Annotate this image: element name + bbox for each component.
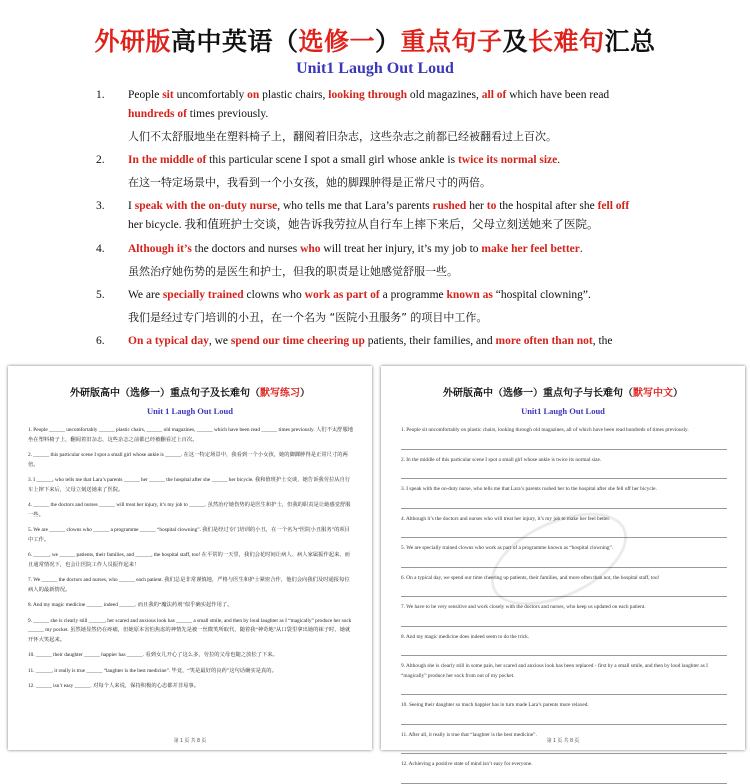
sentence-text: the hospital after she (496, 200, 598, 212)
title-segment: ） (374, 27, 401, 56)
sentence-text: her (466, 200, 487, 212)
key-phrase: sit (162, 89, 174, 101)
sentence-english (96, 240, 632, 259)
answer-text: 5. We are specially trained clowns who work as part of a programme known as “hospital clowning”. (401, 545, 614, 551)
practice-item: 1. People ______ uncomfortably ______ plastic chairs, ______ old magazines, ______ which have been read ______ times previously. 人们不太舒服地坐在塑料椅子上，翻阅着旧杂志，这些杂志之前都已经被翻看过上百次。 (28, 427, 354, 443)
practice-item: 12. ______ isn’t easy ______. 对每个人来说，保持积极的心态都并非易事。 (28, 683, 200, 689)
answer-text: 12. Achieving a positive state of mind isn’t easy for everyone. (401, 761, 533, 767)
answer-text: 8. And my magic medicine does indeed seem to do the trick. (401, 633, 530, 640)
writing-line (401, 645, 727, 656)
practice-item: 2. ______ this particular scene I spot a small girl whose ankle is ______. 在这一特定场景中，我看到一个小女孩，她的脚踝肿得是正常尺寸的两倍。 (28, 452, 348, 468)
key-phrase: looking through (328, 89, 408, 101)
practice-item: 10. ______ their daughter ______ happier has ______. 看到女儿开心了这么多，劳拉的父母也随之放松了下来。 (28, 652, 278, 658)
sentence-text: old magazines, (407, 89, 482, 101)
answer-text: 2. In the middle of this particular scene I spot a small girl whose ankle is twice its normal size. (401, 456, 602, 463)
sentence-text: , we (208, 335, 231, 347)
sentence-text: her bicycle. (128, 219, 185, 231)
sentence-text: will treat her injury, it’s my job to (320, 243, 482, 255)
sentence-text: this particular scene I spot a small girl whose ankle is (206, 154, 458, 166)
page-number: 第 1 页 共 8 页 (546, 738, 580, 744)
sentence-text: . (557, 154, 561, 166)
key-phrase: work as part of (304, 289, 380, 301)
title-segment: 选修一 (298, 27, 375, 56)
key-phrase: make her feel better (481, 243, 580, 255)
answer-item (401, 662, 727, 695)
sentence-text: 我和值班护士交谈，她告诉我劳拉从自行车上摔下来后，父母立刻送她来了医院。 (184, 219, 599, 231)
preview-title (8, 384, 372, 399)
sentence-chinese: 在这一特定场景中，我看到一个小女孩，她的脚踝肿得是正常尺寸的两倍。 (128, 176, 491, 189)
writing-line (401, 498, 727, 509)
unit-title: Unit1 Laugh Out Loud (296, 60, 454, 77)
practice-item: 7. We ______ the doctors and nurses, who ______ each patient. 我们总是非常谨慎地，严格与医生和护士紧密合作，他们会向我们及时通报每位病人的最新情况。 (28, 577, 350, 593)
preview-unit: Unit1 Laugh Out Loud (521, 406, 605, 416)
sentence-text: which have been read (506, 89, 610, 101)
answer-item (401, 760, 727, 784)
answer-text: 4. Although it’s the doctors and nurses who will treat her injury, it’s my job to make her feel better. (401, 515, 611, 522)
sentence-text: . (579, 243, 583, 255)
practice-item: 4. ______ the doctors and nurses ______ will treat her injury, it’s my job to ______. 虽然治疗她伤势的是医生和护士，但我的职责是让她感觉舒服一些。 (28, 502, 351, 518)
sentence-text: , the (592, 335, 613, 347)
sentence-item (96, 197, 632, 235)
answer-text: 9. Although she is clearly still in some pain, her scared and anxious look has been replaced - first by a small smile, and then by loud laughter as I “magically” produce her sock from out of my pocket. (401, 663, 708, 679)
practice-item: 5. We are ______ clowns who ______ a programme ______ “hospital clowning”. 我们是经过专门培训的小丑，在一个名为“医院小丑服务”的项目中工作。 (28, 527, 350, 543)
key-phrase: all of (481, 89, 507, 101)
title-segment: 长难句 (528, 27, 605, 56)
sentence-english (96, 197, 632, 235)
sentence-item (96, 151, 632, 192)
sentence-text: times previously. (186, 108, 269, 120)
key-phrase: In the middle of (128, 154, 207, 166)
answer-text: 7. We have to be very sensitive and work closely with the doctors and nurses, who keep us updated on each patient. (401, 604, 646, 610)
sentence-chinese: 人们不太舒服地坐在塑料椅子上，翻阅着旧杂志，这些杂志之前都已经被翻看过上百次。 (128, 130, 557, 143)
key-phrase: on (247, 89, 260, 101)
preview-title-text: ） (673, 388, 683, 399)
preview-page-chinese[interactable] (381, 366, 745, 767)
sentence-text: patients, their families, and (364, 335, 496, 347)
practice-item: 11. ______, it really is true ______ “laughter is the best medicine”. 毕竟，“笑是最好的良药”这句话确实是真的。 (28, 667, 277, 674)
title-segment: 外研版 (94, 27, 171, 56)
sentence-english (96, 332, 632, 351)
writing-line (401, 468, 727, 479)
writing-line (401, 773, 727, 784)
writing-line (401, 684, 727, 695)
page-number: 第 1 页 共 8 页 (173, 738, 207, 744)
sentence-chinese: 虽然治疗她伤势的是医生和护士，但我的职责是让她感觉舒服一些。 (128, 265, 458, 278)
key-phrase: known as (446, 289, 493, 301)
sentence-number: 2. (96, 154, 105, 166)
sentence-number: 1. (96, 89, 105, 101)
preview-title-highlight: 默写中文 (633, 388, 673, 399)
key-phrase: speak with the on-duty nurse (134, 200, 278, 212)
answer-text: 1. People sit uncomfortably on plastic chairs, looking through old magazines, all of which have been read hundreds of times previously. (401, 427, 689, 433)
sentence-number: 3. (96, 200, 105, 212)
practice-item: 9. ______ she is clearly still ______, her scared and anxious look has ______ a small smile, and then by loud laughter as I “magically” produce her sock ______ my pocket. 虽然她显然仍在疼痛，但她原本害怕焦虑的神情先是被一丝微笑所取代，随着我“神奇地”从口袋里拿出她的袜子时，她就开怀大笑起来。 (28, 617, 352, 643)
answer-text: 10. Seeing their daughter so much happier has in turn made Lara’s parents more relaxed. (401, 702, 589, 708)
key-phrase: Although it’s (128, 243, 192, 255)
answer-text: 3. I speak with the on-duty nurse, who tells me that Lara’s parents rushed her to the hospital after she fell off her bicycle. (401, 486, 657, 492)
writing-line (401, 616, 727, 627)
preview-title-text: ） (300, 388, 310, 399)
answer-item (401, 485, 727, 509)
preview-title (381, 384, 745, 399)
sentence-item (96, 332, 632, 351)
sentence-text: People (128, 89, 163, 101)
key-phrase: fell off (597, 200, 630, 212)
sentence-text: We are (128, 289, 163, 301)
sentence-text: plastic chairs, (259, 89, 329, 101)
sentence-text: a programme (379, 289, 447, 301)
preview-lines (381, 416, 745, 784)
sentence-text: clowns who (243, 289, 305, 301)
preview-lines (8, 416, 372, 692)
sentence-chinese: 我们是经过专门培训的小丑，在一个名为 “医院小丑服务” 的项目中工作。 (128, 311, 488, 324)
preview-title-text: 外研版高中（选修一）重点句子与长难句（ (443, 388, 633, 399)
writing-line (401, 439, 727, 450)
sentence-text: “hospital clowning”. (492, 289, 591, 301)
sentence-english (96, 151, 632, 170)
key-phrase: specially trained (162, 289, 244, 301)
key-phrase: twice its normal size (457, 154, 558, 166)
practice-item: 6. ______, we ______ patients, their families, and ______, the hospital staff, too! 在平常的一天里，我们会花时间让病人、病人家属振作起来，而且通常情况下，也会让医院工作人员振作起来！ (28, 552, 350, 568)
sentence-number: 4. (96, 243, 105, 255)
title-segment: 高中英语（ (170, 27, 299, 56)
key-phrase: spend our time cheering up (230, 335, 365, 347)
answer-item (401, 456, 727, 480)
key-phrase: who (300, 243, 321, 255)
preview-title-text: 外研版高中（选修一）重点句子及长难句（ (70, 388, 260, 399)
key-phrase: more often than not (495, 335, 593, 347)
sentence-text: the doctors and nurses (191, 243, 301, 255)
sentence-english (96, 286, 632, 305)
sentence-text: , who tells me that Lara’s parents (277, 200, 433, 212)
preview-unit: Unit 1 Laugh Out Loud (147, 406, 233, 416)
sentence-number: 5. (96, 289, 105, 301)
key-phrase: rushed (432, 200, 467, 212)
title-segment: 重点句子 (400, 27, 503, 56)
key-phrase: On a typical day (128, 335, 209, 347)
writing-line (401, 743, 727, 754)
practice-item: 3. I ______, who tells me that Lara’s parents ______ her ______ the hospital after she ______ her bicycle. 我和值班护士交谈，她告诉我劳拉从自行车上摔下来后，父母立刻送她来了医院。 (28, 477, 351, 493)
page-title (0, 22, 750, 58)
sentence-list (96, 86, 632, 356)
answer-item (401, 701, 727, 725)
answer-item (401, 426, 727, 450)
preview-title-highlight: 默写练习 (260, 388, 300, 399)
answer-text: 11. After all, it really is true that “laughter is the best medicine”. (401, 731, 537, 738)
preview-page-dictation[interactable] (8, 366, 372, 750)
sentence-text: I (128, 200, 135, 212)
sentence-text: uncomfortably (173, 89, 248, 101)
key-phrase: to (486, 200, 497, 212)
title-segment: 及 (502, 27, 529, 56)
sentence-item (96, 286, 632, 327)
answer-item (401, 633, 727, 657)
key-phrase: hundreds of (128, 108, 187, 120)
sentence-item (96, 86, 632, 146)
answer-text: 6. On a typical day, we spend our time cheering up patients, their families, and more often than not, the hospital staff, too! (401, 574, 660, 581)
sentence-number: 6. (96, 335, 105, 347)
title-segment: 汇总 (604, 27, 656, 56)
sentence-item (96, 240, 632, 281)
answer-item (401, 603, 727, 627)
writing-line (401, 714, 727, 725)
practice-item: 8. And my magic medicine ______ indeed ______. 而且我的“魔法药剂”似乎确实起作用了。 (28, 602, 233, 608)
sentence-english (96, 86, 632, 124)
